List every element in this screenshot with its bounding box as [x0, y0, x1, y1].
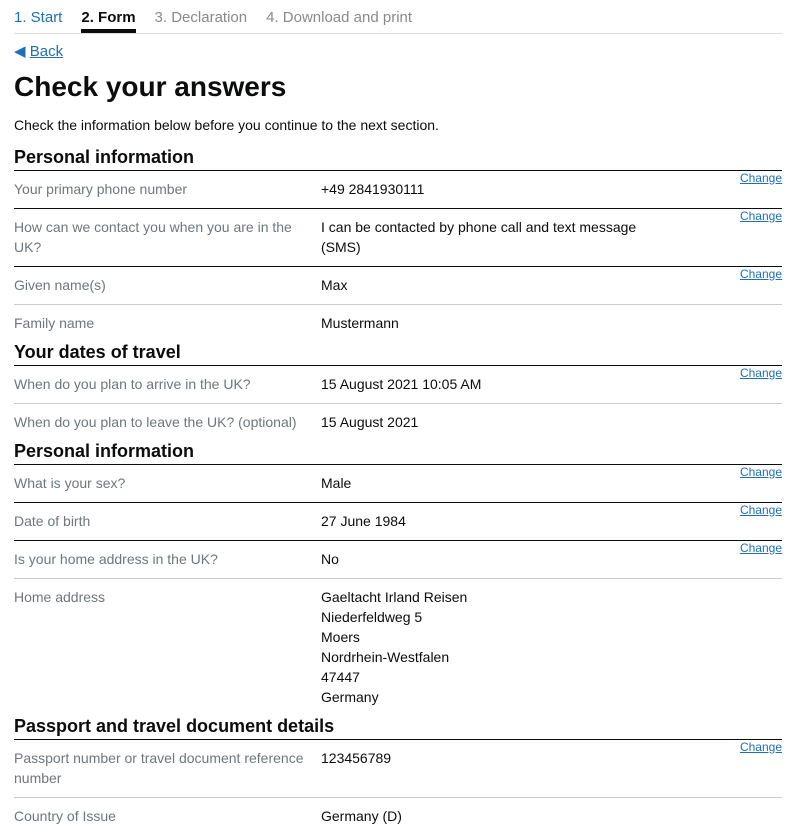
- page: [14, 0, 782, 835]
- step-nav: [14, 0, 782, 34]
- summary-row: [14, 208, 782, 266]
- row-value: [321, 217, 661, 257]
- summary-row: [14, 465, 782, 502]
- row-value: [321, 806, 661, 826]
- row-key: Family name: [14, 315, 95, 331]
- row-value: [321, 275, 661, 295]
- value-line: Germany (D): [321, 808, 402, 824]
- answers-summary: [14, 147, 782, 835]
- summary-row: [14, 304, 782, 342]
- section-heading: Your dates of travel: [14, 342, 782, 366]
- step-2: 2. Form: [81, 9, 135, 33]
- value-line: 15 August 2021: [321, 414, 419, 430]
- row-key: Date of birth: [14, 513, 91, 529]
- section-heading: Passport and travel document details: [14, 716, 782, 740]
- summary-row: [14, 171, 782, 208]
- summary-section: [14, 716, 782, 835]
- value-line: 123456789: [321, 750, 392, 766]
- row-key: Country of Issue: [14, 808, 116, 824]
- row-key: Passport number or travel document reference number: [14, 750, 304, 786]
- change-link[interactable]: Change: [739, 366, 782, 380]
- row-key: Is your home address in the UK?: [14, 551, 218, 567]
- summary-row: [14, 266, 782, 304]
- row-key: Home address: [14, 589, 106, 605]
- summary-row: [14, 366, 782, 403]
- step-1[interactable]: 1. Start: [14, 9, 63, 26]
- value-line: 15 August 2021 10:05 AM: [321, 376, 482, 392]
- value-line: Mustermann: [321, 315, 399, 331]
- summary-section: [14, 147, 782, 342]
- value-line: 47447: [321, 669, 360, 685]
- value-line: Max: [321, 277, 348, 293]
- summary-row: [14, 578, 782, 716]
- change-link[interactable]: Change: [739, 541, 782, 555]
- value-line: 27 June 1984: [321, 513, 406, 529]
- row-key: When do you plan to leave the UK? (optional): [14, 414, 297, 430]
- row-value: [321, 313, 661, 333]
- value-line: Germany: [321, 689, 379, 705]
- summary-section: [14, 441, 782, 716]
- change-link[interactable]: Change: [739, 503, 782, 517]
- summary-row: [14, 797, 782, 835]
- value-line: Niederfeldweg 5: [321, 609, 423, 625]
- row-value: [321, 511, 661, 531]
- row-value: [321, 412, 661, 432]
- change-link[interactable]: Change: [739, 267, 782, 281]
- row-key: How can we contact you when you are in the UK?: [14, 219, 292, 255]
- back-link[interactable]: ◀ Back: [14, 43, 64, 60]
- change-link[interactable]: Change: [739, 465, 782, 479]
- row-key: Given name(s): [14, 277, 106, 293]
- row-value: [321, 473, 661, 493]
- section-heading: Personal information: [14, 441, 782, 465]
- page-title: Check your answers: [14, 71, 287, 102]
- summary-row: [14, 502, 782, 540]
- value-line: No: [321, 551, 339, 567]
- row-key: What is your sex?: [14, 475, 126, 491]
- row-value: [321, 748, 661, 788]
- value-line: Moers: [321, 629, 360, 645]
- value-line: I can be contacted by phone call and text message (SMS): [321, 219, 637, 255]
- value-line: Gaeltacht Irland Reisen: [321, 589, 468, 605]
- change-link[interactable]: Change: [739, 209, 782, 223]
- row-key: When do you plan to arrive in the UK?: [14, 376, 251, 392]
- row-value: [321, 587, 661, 707]
- row-value: [321, 179, 661, 199]
- step-3: 3. Declaration: [154, 9, 248, 26]
- intro-text: Check the information below before you continue to the next section.: [14, 117, 439, 133]
- summary-row: [14, 540, 782, 578]
- row-value: [321, 549, 661, 569]
- step-4: 4. Download and print: [266, 9, 413, 26]
- change-link[interactable]: Change: [739, 171, 782, 185]
- row-key: Your primary phone number: [14, 181, 188, 197]
- row-value: [321, 374, 661, 394]
- value-line: Male: [321, 475, 352, 491]
- value-line: +49 2841930111: [321, 181, 425, 197]
- value-line: Nordrhein-Westfalen: [321, 649, 450, 665]
- summary-row: [14, 740, 782, 797]
- change-link[interactable]: Change: [739, 740, 782, 754]
- summary-row: [14, 403, 782, 441]
- back-triangle-icon: ◀: [14, 43, 26, 60]
- section-heading: Personal information: [14, 147, 782, 171]
- summary-section: [14, 342, 782, 441]
